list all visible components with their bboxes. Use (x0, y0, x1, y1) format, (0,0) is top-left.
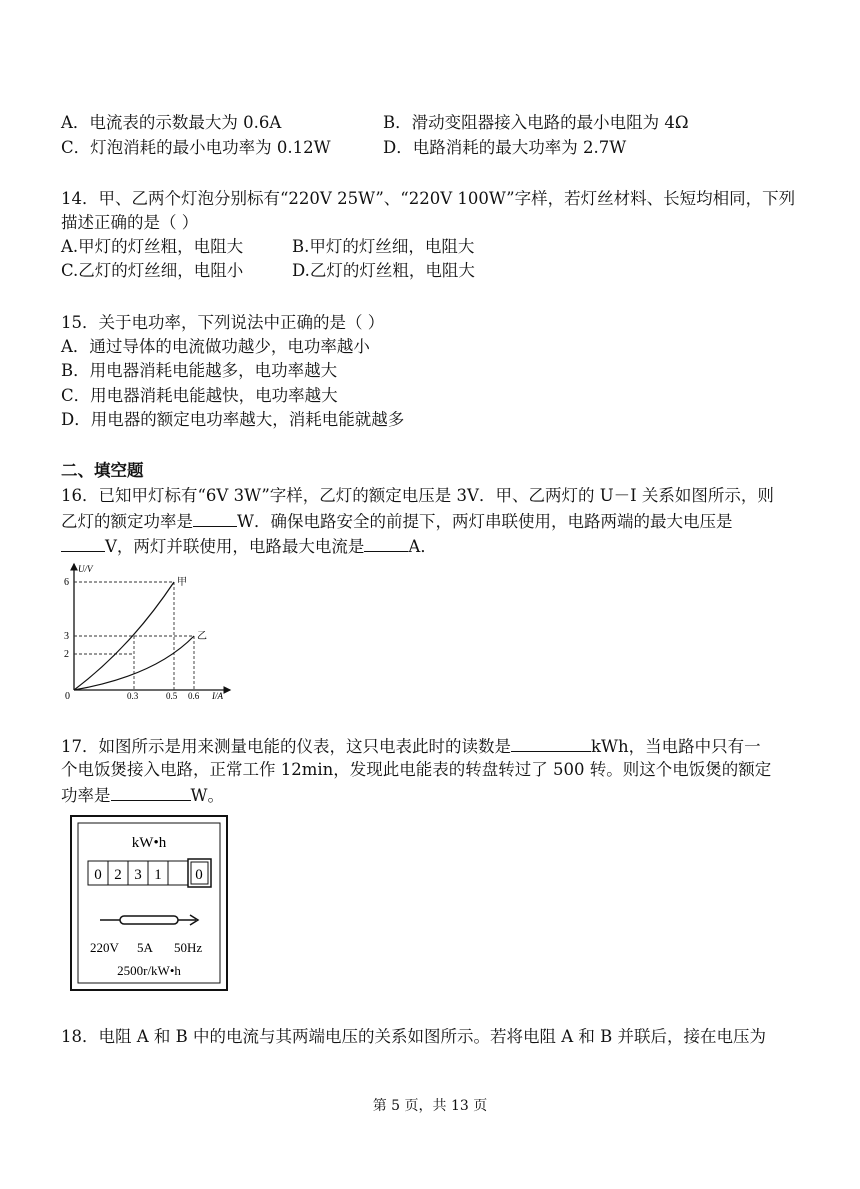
q15-option-b: B．用电器消耗电能越多，电功率越大 (61, 361, 338, 380)
q17-text: kWh，当电路中只有一 (591, 737, 761, 756)
q17-text: W。 (190, 786, 224, 805)
q13-option-c: C．灯泡消耗的最小电功率为 0.12W (61, 138, 331, 157)
q16-text: 乙灯的额定功率是 (61, 512, 193, 531)
x-tick-0.6: 0.6 (188, 691, 200, 700)
origin-label: 0 (65, 691, 70, 700)
q14-stem-line2: 描述正确的是（ ） (61, 213, 199, 232)
y-axis-label: U/V (78, 564, 93, 574)
q15-stem: 15．关于电功率，下列说法中正确的是（ ） (61, 313, 385, 332)
q17-answer-blank-2[interactable] (111, 784, 191, 801)
q17-text: 17．如图所示是用来测量电能的仪表，这只电表此时的读数是 (61, 737, 511, 756)
section-heading-fill-blank: 二、填空题 (61, 461, 144, 480)
q18-stem-line1: 18．电阻 A 和 B 中的电流与其两端电压的关系如图所示。若将电阻 A 和 B 并联后，接在电压为 (61, 1027, 767, 1046)
curve-jia-label: 甲 (177, 577, 187, 588)
y-tick-3: 3 (64, 631, 69, 642)
q16-text: V，两灯并联使用，电路最大电流是 (105, 537, 365, 556)
q16-text: W．确保电路安全的前提下，两灯串联使用，电路两端的最大电压是 (237, 512, 733, 531)
ui-graph (60, 560, 240, 700)
meter-current: 5A (137, 940, 153, 955)
q16-answer-blank-3[interactable] (364, 535, 408, 552)
q15-option-a: A．通过导体的电流做功越少，电功率越小 (61, 337, 370, 356)
meter-frequency: 50Hz (174, 940, 203, 955)
q16-stem-line2 (61, 510, 732, 533)
q17-stem-line3 (61, 784, 224, 807)
y-tick-2: 2 (64, 649, 69, 660)
q16-stem-line1: 16．已知甲灯标有“6V 3W”字样，乙灯的额定电压是 3V．甲、乙两灯的 U－I 关系如图所示，则 (61, 486, 774, 505)
q16-stem-line3 (61, 535, 437, 558)
q13-option-b: B．滑动变阻器接入电路的最小电阻为 4Ω (383, 113, 689, 132)
y-tick-6: 6 (64, 577, 69, 588)
curve-yi-label: 乙 (197, 631, 207, 642)
q17-answer-blank-1[interactable] (511, 735, 591, 752)
meter-digit-1: 0 (94, 867, 102, 883)
q16-answer-blank-2[interactable] (61, 535, 105, 552)
meter-constant: 2500r/kW•h (117, 963, 181, 978)
q14-option-b: B.甲灯的灯丝细，电阻大 (292, 237, 475, 256)
electric-meter (70, 815, 230, 993)
q17-text: 功率是 (61, 786, 111, 805)
meter-digit-3: 3 (134, 867, 142, 883)
meter-voltage: 220V (90, 940, 119, 955)
q14-option-c: C.乙灯的灯丝细，电阻小 (61, 261, 244, 280)
q16-answer-blank-1[interactable] (193, 510, 237, 527)
q14-option-a: A.甲灯的灯丝粗，电阻大 (61, 237, 244, 256)
meter-unit: kW•h (131, 835, 167, 851)
q13-option-d: D．电路消耗的最大功率为 2.7W (383, 138, 627, 157)
meter-digit-4: 1 (154, 867, 162, 883)
meter-disc-arrow (100, 915, 198, 925)
q15-option-c: C．用电器消耗电能越快，电功率越大 (61, 386, 338, 405)
x-tick-0.3: 0.3 (127, 691, 139, 700)
q13-option-a: A．电流表的示数最大为 0.6A (61, 113, 282, 132)
x-axis-label: I/A (212, 691, 223, 700)
q17-stem-line1 (61, 735, 761, 758)
q17-stem-line2: 个电饭煲接入电路，正常工作 12min，发现此电能表的转盘转过了 500 转。则这个电饭煲的额定 (61, 760, 772, 779)
q15-option-d: D．用电器的额定电功率越大，消耗电能就越多 (61, 410, 405, 429)
meter-digit-row (88, 859, 211, 887)
q14-stem-line1: 14．甲、乙两个灯泡分别标有“220V 25W”、“220V 100W”字样，若灯丝材料、长短均相同，下列 (61, 189, 796, 208)
meter-digit-decimal: 0 (195, 867, 203, 883)
meter-digit-2: 2 (114, 867, 122, 883)
page-footer: 第 5 页，共 13 页 (372, 1098, 488, 1114)
x-tick-0.5: 0.5 (166, 691, 178, 700)
q14-option-d: D.乙灯的灯丝粗，电阻大 (292, 261, 475, 280)
q16-text: A． (408, 537, 437, 556)
